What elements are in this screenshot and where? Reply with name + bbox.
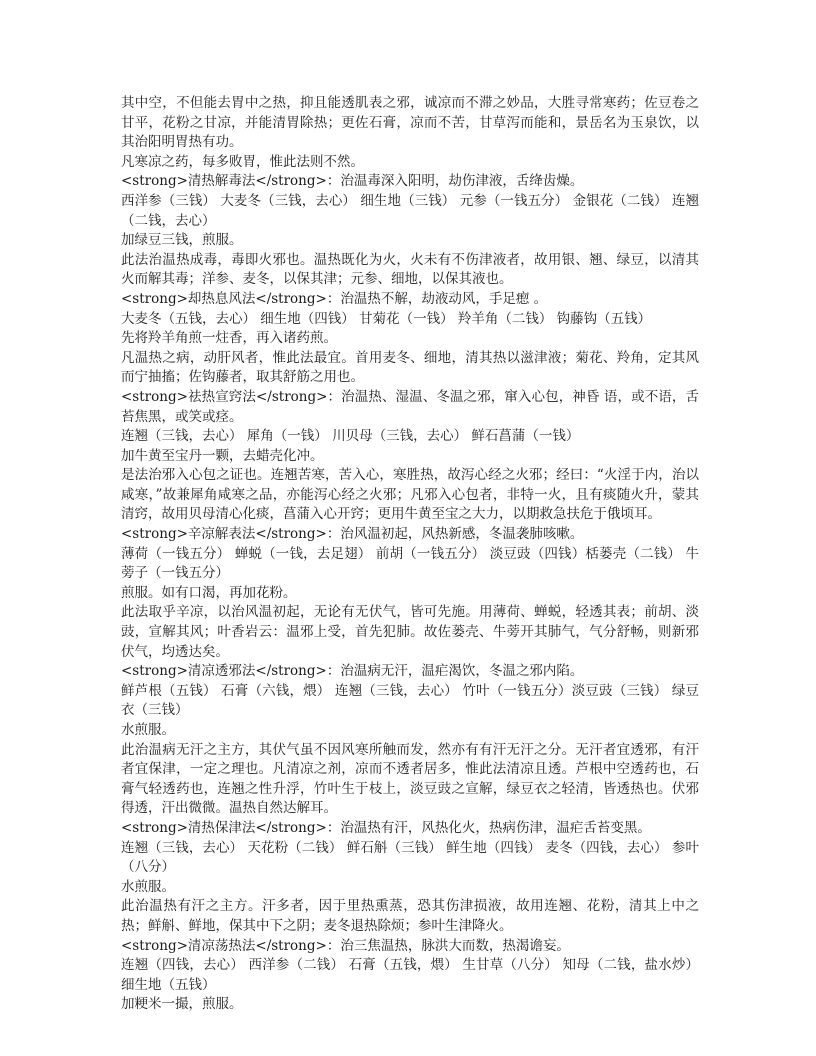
section-heading: <strong>清热保津法</strong>：治温热有汗，风热化火，热病伤津，温疟舌苔变黑。	[121, 819, 651, 836]
paragraph: 此法取乎辛凉，以治风温初起，无论有无伏气，皆可先施。用薄荷、蝉蜕，轻透其表；前胡、淡豉，宣解其风；叶香岩云：温邪上受，首先犯肺。故佐蒌壳、牛蒡开其肺气，气分舒畅，则新邪伏气，均透达矣。	[121, 604, 699, 660]
paragraph: 煎服。如有口渴，再加花粉。	[121, 584, 297, 601]
paragraph: 水煎服。	[121, 878, 175, 895]
paragraph: 凡寒凉之药，每多败胃，惟此法则不然。	[121, 153, 364, 170]
prescription: 大麦冬（五钱，去心） 细生地（四钱） 甘菊花（一钱） 羚羊角（二钱） 钩藤钩（五钱）	[121, 310, 652, 327]
paragraph: 其中空，不但能去胃中之热，抑且能透肌表之邪，诚凉而不滞之妙品，大胜寻常寒药；佐豆卷之甘平，花粉之甘凉，并能清胃除热；更佐石膏，凉而不苦，甘草泻而能和，景岳名为玉泉饮，以其治阳明胃热有功。	[121, 95, 699, 151]
paragraph: 加牛黄至宝丹一颗，去蜡壳化冲。	[121, 447, 324, 464]
paragraph: 此法治温热成毒，毒即火邪也。温热既化为火，火未有不伤津液者，故用银、翘、绿豆，以清其火而解其毒；洋参、麦冬，以保其津；元参、细地，以保其液也。	[121, 251, 699, 288]
section-heading: <strong>清热解毒法</strong>：治温毒深入阳明，劫伤津液，舌绛齿燥。	[121, 173, 584, 190]
prescription: 鲜芦根（五钱） 石膏（六钱，煨） 连翘（三钱，去心） 竹叶（一钱五分）淡豆豉（三钱） 绿豆衣（三钱）	[121, 682, 699, 719]
section-heading: <strong>却热息风法</strong>：治温热不解，劫液动风，手足瘛 。	[121, 290, 548, 307]
prescription: 薄荷（一钱五分） 蝉蜕（一钱，去足翅） 前胡（一钱五分） 淡豆豉（四钱）栝蒌壳（二钱） 牛蒡子（一钱五分）	[121, 545, 699, 582]
prescription: 连翘（三钱，去心） 犀角（一钱） 川贝母（三钱，去心） 鲜石菖蒲（一钱）	[121, 428, 580, 445]
paragraph: 加绿豆三钱，煎服。	[121, 232, 243, 249]
paragraph: 先将羚羊角煎一炷香，再入诸药煎。	[121, 330, 337, 347]
section-heading: <strong>清凉透邪法</strong>：治温病无汗，温疟渴饮，冬温之邪内陷。	[121, 663, 584, 680]
prescription: 连翘（三钱，去心） 天花粉（二钱） 鲜石斛（三钱） 鲜生地（四钱） 麦冬（四钱，去心） 参叶（八分）	[121, 839, 699, 876]
prescription: 连翘（四钱，去心） 西洋参（二钱） 石膏（五钱，煨） 生甘草（八分） 知母（二钱，盐水炒） 细生地（五钱）	[121, 957, 699, 993]
section-heading: <strong>清凉荡热法</strong>：治三焦温热，脉洪大而数，热渴谵妄。	[121, 937, 570, 954]
paragraph: 此治温病无汗之主方，其伏气虽不因风寒所触而发，然亦有有汗无汗之分。无汗者宜透邪，有汗者宜保津，一定之理也。凡清凉之剂，凉而不透者居多，惟此法清凉且透。芦根中空透药也，石膏气轻透药也，连翘之性升浮，竹叶生于枝上，淡豆豉之宣解，绿豆衣之轻清，皆透热也。伏邪得透，汗出微微。温热自然达解耳。	[121, 741, 699, 817]
paragraph: 加粳米一撮，煎服。	[121, 996, 243, 1013]
section-heading: <strong>祛热宣窍法</strong>：治温热、湿温、冬温之邪，窜入心包，神昏 语，或不语，舌苔焦黑，或笑或痉。	[121, 388, 699, 425]
paragraph: 此治温热有汗之主方。汗多者，因于里热熏蒸，恐其伤津损液，故用连翘、花粉，清其上中之热；鲜斛、鲜地，保其中下之阴；麦冬退热除烦；参叶生津降火。	[121, 898, 699, 934]
paragraph: 凡温热之病，动肝风者，惟此法最宜。首用麦冬、细地，清其热以滋津液；菊花、羚角，定其风而宁抽搐；佐钩藤者，取其舒筋之用也。	[121, 349, 699, 386]
paragraph: 水煎服。	[121, 722, 175, 738]
section-heading: <strong>辛凉解表法</strong>：治风温初起，风热新感，冬温袭肺咳嗽。	[121, 526, 584, 543]
prescription: 西洋参（三钱） 大麦冬（三钱，去心） 细生地（三钱） 元参（一钱五分） 金银花（二钱） 连翘（二钱，去心）	[121, 192, 699, 229]
document-page	[121, 94, 699, 1015]
paragraph: 是法治邪入心包之证也。连翘苦寒，苦入心，寒胜热，故泻心经之火邪；经曰：“火淫于内，治以咸寒，”故兼犀角咸寒之品，亦能泻心经之火邪；凡邪入心包者，非特一火，且有痰随火升，蒙其清窍，故用贝母清心化痰，菖蒲入心开窍；更用牛黄至宝之大力，以期救急扶危于俄顷耳。	[121, 467, 699, 523]
